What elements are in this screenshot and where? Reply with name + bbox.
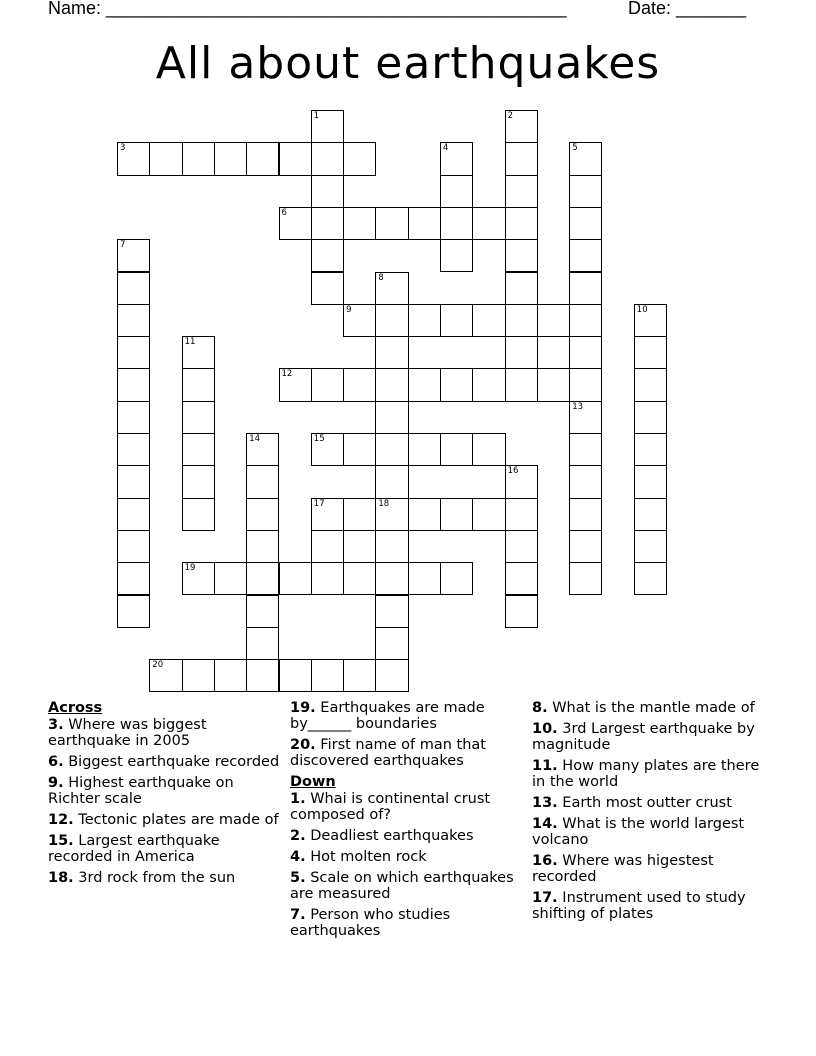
clue-column-2 bbox=[290, 700, 522, 944]
clue-text: Instrument used to study shifting of plates bbox=[532, 890, 746, 922]
grid-cell[interactable] bbox=[569, 272, 602, 305]
grid-cell[interactable] bbox=[246, 659, 279, 692]
clue-across-15 bbox=[48, 833, 280, 865]
clue-text: Deadliest earthquakes bbox=[305, 828, 474, 844]
clue-down-10 bbox=[532, 721, 768, 753]
grid-cell[interactable] bbox=[375, 627, 408, 660]
clue-number: 12. bbox=[48, 812, 74, 828]
grid-cell[interactable] bbox=[634, 368, 667, 401]
grid-cell[interactable] bbox=[569, 433, 602, 466]
grid-cell[interactable] bbox=[505, 498, 538, 531]
clue-text: Whai is continental crust composed of? bbox=[290, 791, 491, 823]
clue-number: 4. bbox=[290, 849, 306, 865]
grid-cell[interactable] bbox=[182, 401, 215, 434]
grid-cell[interactable] bbox=[149, 659, 182, 692]
grid-cell[interactable] bbox=[117, 304, 150, 337]
clue-number: 15. bbox=[48, 833, 74, 849]
clue-down-13 bbox=[532, 795, 768, 811]
grid-cell[interactable] bbox=[311, 433, 344, 466]
grid-cell[interactable] bbox=[279, 207, 312, 240]
grid-cell[interactable] bbox=[440, 433, 473, 466]
grid-clue-number: 5 bbox=[572, 143, 578, 154]
grid-cell[interactable] bbox=[375, 401, 408, 434]
grid-cell[interactable] bbox=[505, 142, 538, 175]
grid-cell[interactable] bbox=[375, 207, 408, 240]
clue-text: Highest earthquake on Richter scale bbox=[48, 775, 234, 807]
grid-cell[interactable] bbox=[505, 465, 538, 498]
grid-cell[interactable] bbox=[311, 562, 344, 595]
clue-text: Largest earthquake recorded in America bbox=[48, 833, 220, 865]
clue-down-8 bbox=[532, 700, 768, 716]
grid-clue-number: 14 bbox=[249, 434, 261, 444]
grid-cell[interactable] bbox=[634, 304, 667, 337]
grid-clue-number: 6 bbox=[281, 207, 287, 218]
grid-cell[interactable] bbox=[408, 304, 441, 337]
clue-number: 7. bbox=[290, 907, 306, 923]
clue-text: 3rd rock from the sun bbox=[73, 870, 236, 886]
grid-cell[interactable] bbox=[182, 562, 215, 595]
date-field-label: Date: _______ bbox=[628, 0, 747, 18]
grid-cell[interactable] bbox=[117, 336, 150, 369]
grid-clue-number: 12 bbox=[281, 369, 293, 380]
grid-clue-number: 1 bbox=[313, 111, 320, 121]
grid-cell[interactable] bbox=[214, 142, 247, 175]
grid-cell[interactable] bbox=[505, 272, 538, 305]
grid-cell[interactable] bbox=[440, 368, 473, 401]
grid-cell[interactable] bbox=[569, 401, 602, 434]
grid-clue-number: 2 bbox=[507, 111, 514, 121]
grid-cell[interactable] bbox=[440, 239, 473, 272]
grid-cell[interactable] bbox=[569, 175, 602, 208]
grid-cell[interactable] bbox=[375, 465, 408, 498]
clue-across-12 bbox=[48, 812, 280, 828]
grid-cell[interactable] bbox=[569, 239, 602, 272]
grid-clue-number: 17 bbox=[313, 498, 325, 509]
grid-cell[interactable] bbox=[279, 142, 312, 175]
grid-cell[interactable] bbox=[182, 659, 215, 692]
grid-cell[interactable] bbox=[472, 368, 505, 401]
grid-cell[interactable] bbox=[505, 562, 538, 595]
grid-cell[interactable] bbox=[569, 368, 602, 401]
grid-cell[interactable] bbox=[343, 207, 376, 240]
grid-cell[interactable] bbox=[117, 239, 150, 272]
grid-cell[interactable] bbox=[472, 433, 505, 466]
grid-cell[interactable] bbox=[311, 207, 344, 240]
clue-down-11 bbox=[532, 758, 768, 790]
grid-cell[interactable] bbox=[343, 498, 376, 531]
grid-cell[interactable] bbox=[246, 562, 279, 595]
grid-cell[interactable] bbox=[505, 110, 538, 143]
clue-number: 5. bbox=[290, 870, 306, 886]
grid-cell[interactable] bbox=[279, 368, 312, 401]
grid-cell[interactable] bbox=[279, 562, 312, 595]
grid-cell[interactable] bbox=[375, 498, 408, 531]
clue-down-1 bbox=[290, 791, 522, 823]
grid-clue-number: 16 bbox=[507, 466, 519, 477]
grid-clue-number: 8 bbox=[378, 272, 384, 283]
grid-clue-number: 20 bbox=[152, 660, 164, 671]
grid-cell[interactable] bbox=[634, 465, 667, 498]
grid-cell[interactable] bbox=[149, 142, 182, 175]
grid-cell[interactable] bbox=[634, 562, 667, 595]
grid-cell[interactable] bbox=[311, 272, 344, 305]
grid-cell[interactable] bbox=[343, 433, 376, 466]
grid-cell[interactable] bbox=[505, 304, 538, 337]
clue-number: 14. bbox=[532, 816, 558, 832]
clue-down-14 bbox=[532, 816, 768, 848]
clue-down-7 bbox=[290, 907, 522, 939]
clue-text: Scale on which earthquakes are measured bbox=[290, 870, 514, 902]
clue-down-17 bbox=[532, 890, 768, 922]
clue-number: 6. bbox=[48, 754, 64, 770]
grid-cell[interactable] bbox=[214, 659, 247, 692]
grid-cell[interactable] bbox=[408, 562, 441, 595]
clue-text: Tectonic plates are made of bbox=[73, 812, 279, 828]
grid-clue-number: 19 bbox=[184, 563, 196, 574]
grid-cell[interactable] bbox=[343, 142, 376, 175]
grid-cell[interactable] bbox=[408, 368, 441, 401]
grid-cell[interactable] bbox=[182, 368, 215, 401]
clue-number: 20. bbox=[290, 737, 316, 753]
grid-clue-number: 4 bbox=[443, 143, 449, 154]
clue-number: 9. bbox=[48, 775, 64, 791]
grid-cell[interactable] bbox=[569, 207, 602, 240]
grid-clue-number: 11 bbox=[184, 337, 196, 348]
grid-cell[interactable] bbox=[634, 530, 667, 563]
grid-cell[interactable] bbox=[569, 530, 602, 563]
clue-across-20 bbox=[290, 737, 522, 769]
clue-number: 16. bbox=[532, 853, 558, 869]
grid-cell[interactable] bbox=[246, 498, 279, 531]
grid-cell[interactable] bbox=[117, 498, 150, 531]
grid-cell[interactable] bbox=[537, 304, 570, 337]
grid-cell[interactable] bbox=[311, 659, 344, 692]
grid-cell[interactable] bbox=[375, 659, 408, 692]
grid-cell[interactable] bbox=[408, 433, 441, 466]
clue-text: Where was higestest recorded bbox=[532, 853, 714, 885]
grid-cell[interactable] bbox=[182, 336, 215, 369]
grid-cell[interactable] bbox=[246, 627, 279, 660]
grid-cell[interactable] bbox=[182, 433, 215, 466]
grid-cell[interactable] bbox=[375, 595, 408, 628]
name-field-label: Name: ______________________________________________ bbox=[48, 0, 567, 18]
grid-cell[interactable] bbox=[505, 207, 538, 240]
grid-cell[interactable] bbox=[505, 239, 538, 272]
grid-cell[interactable] bbox=[117, 433, 150, 466]
clue-number: 2. bbox=[290, 828, 306, 844]
clue-text: Biggest earthquake recorded bbox=[63, 754, 280, 770]
grid-cell[interactable] bbox=[569, 498, 602, 531]
grid-cell[interactable] bbox=[472, 498, 505, 531]
grid-cell[interactable] bbox=[246, 530, 279, 563]
grid-cell[interactable] bbox=[117, 530, 150, 563]
clue-number: 17. bbox=[532, 890, 558, 906]
down-heading: Down bbox=[290, 774, 336, 790]
grid-cell[interactable] bbox=[472, 207, 505, 240]
grid-cell[interactable] bbox=[117, 562, 150, 595]
grid-cell[interactable] bbox=[311, 175, 344, 208]
clue-down-5 bbox=[290, 870, 522, 902]
clue-text: First name of man that discovered earthquakes bbox=[290, 737, 486, 769]
grid-cell[interactable] bbox=[343, 304, 376, 337]
grid-cell[interactable] bbox=[440, 142, 473, 175]
clue-down-16 bbox=[532, 853, 768, 885]
grid-cell[interactable] bbox=[246, 465, 279, 498]
grid-clue-number: 13 bbox=[572, 401, 584, 412]
grid-cell[interactable] bbox=[569, 142, 602, 175]
clue-number: 10. bbox=[532, 721, 558, 737]
grid-cell[interactable] bbox=[375, 304, 408, 337]
grid-cell[interactable] bbox=[182, 142, 215, 175]
grid-cell[interactable] bbox=[343, 659, 376, 692]
grid-cell[interactable] bbox=[505, 595, 538, 628]
clue-number: 8. bbox=[532, 700, 548, 716]
grid-cell[interactable] bbox=[440, 304, 473, 337]
clue-number: 1. bbox=[290, 791, 306, 807]
grid-cell[interactable] bbox=[117, 368, 150, 401]
grid-cell[interactable] bbox=[440, 207, 473, 240]
grid-cell[interactable] bbox=[505, 175, 538, 208]
grid-cell[interactable] bbox=[472, 304, 505, 337]
clue-text: Earthquakes are made by______ boundaries bbox=[290, 700, 485, 732]
clue-text: 3rd Largest earthquake by magnitude bbox=[532, 721, 755, 753]
clue-column-1 bbox=[48, 700, 280, 891]
grid-cell[interactable] bbox=[117, 465, 150, 498]
grid-cell[interactable] bbox=[182, 498, 215, 531]
grid-cell[interactable] bbox=[375, 336, 408, 369]
clue-down-2 bbox=[290, 828, 522, 844]
grid-cell[interactable] bbox=[569, 304, 602, 337]
grid-cell[interactable] bbox=[311, 498, 344, 531]
grid-cell[interactable] bbox=[375, 272, 408, 305]
clue-across-9 bbox=[48, 775, 280, 807]
grid-cell[interactable] bbox=[440, 175, 473, 208]
grid-cell[interactable] bbox=[279, 659, 312, 692]
clue-text: What is the world largest volcano bbox=[532, 816, 745, 848]
grid-cell[interactable] bbox=[634, 401, 667, 434]
grid-cell[interactable] bbox=[117, 272, 150, 305]
grid-cell[interactable] bbox=[246, 433, 279, 466]
grid-cell[interactable] bbox=[408, 498, 441, 531]
grid-clue-number: 9 bbox=[346, 304, 352, 315]
grid-cell[interactable] bbox=[440, 562, 473, 595]
grid-cell[interactable] bbox=[246, 142, 279, 175]
grid-cell[interactable] bbox=[311, 110, 344, 143]
grid-cell[interactable] bbox=[311, 142, 344, 175]
clue-number: 18. bbox=[48, 870, 74, 886]
clue-across-19 bbox=[290, 700, 522, 732]
grid-cell[interactable] bbox=[634, 433, 667, 466]
grid-clue-number: 10 bbox=[636, 304, 648, 315]
clue-number: 19. bbox=[290, 700, 316, 716]
clue-number: 11. bbox=[532, 758, 558, 774]
grid-cell[interactable] bbox=[505, 368, 538, 401]
grid-cell[interactable] bbox=[214, 562, 247, 595]
grid-clue-number: 15 bbox=[313, 434, 325, 444]
grid-clue-number: 3 bbox=[120, 143, 126, 154]
grid-cell[interactable] bbox=[408, 207, 441, 240]
grid-cell[interactable] bbox=[311, 368, 344, 401]
grid-cell[interactable] bbox=[117, 401, 150, 434]
clue-text: Hot molten rock bbox=[305, 849, 427, 865]
grid-cell[interactable] bbox=[505, 336, 538, 369]
clue-number: 13. bbox=[532, 795, 558, 811]
clue-column-3 bbox=[532, 700, 768, 927]
grid-clue-number: 18 bbox=[378, 498, 390, 509]
grid-cell[interactable] bbox=[375, 530, 408, 563]
grid-cell[interactable] bbox=[343, 368, 376, 401]
clue-text: Where was biggest earthquake in 2005 bbox=[48, 717, 207, 749]
page-title: All about earthquakes bbox=[155, 38, 661, 89]
clue-text: What is the mantle made of bbox=[547, 700, 755, 716]
grid-cell[interactable] bbox=[375, 368, 408, 401]
grid-cell[interactable] bbox=[182, 465, 215, 498]
grid-cell[interactable] bbox=[537, 368, 570, 401]
grid-cell[interactable] bbox=[569, 336, 602, 369]
grid-clue-number: 7 bbox=[120, 240, 126, 251]
clue-number: 3. bbox=[48, 717, 64, 733]
grid-cell[interactable] bbox=[634, 498, 667, 531]
across-heading: Across bbox=[48, 700, 103, 716]
grid-cell[interactable] bbox=[569, 465, 602, 498]
grid-cell[interactable] bbox=[117, 142, 150, 175]
clue-across-6 bbox=[48, 754, 280, 770]
clue-across-18 bbox=[48, 870, 280, 886]
clue-across-3 bbox=[48, 717, 280, 749]
grid-cell[interactable] bbox=[375, 562, 408, 595]
clue-text: Person who studies earthquakes bbox=[290, 907, 451, 939]
grid-cell[interactable] bbox=[440, 498, 473, 531]
grid-cell[interactable] bbox=[375, 433, 408, 466]
grid-cell[interactable] bbox=[117, 595, 150, 628]
grid-cell[interactable] bbox=[634, 336, 667, 369]
clue-text: Earth most outter crust bbox=[557, 795, 732, 811]
grid-cell[interactable] bbox=[311, 239, 344, 272]
grid-cell[interactable] bbox=[569, 562, 602, 595]
grid-cell[interactable] bbox=[246, 595, 279, 628]
grid-cell[interactable] bbox=[311, 530, 344, 563]
clue-down-4 bbox=[290, 849, 522, 865]
grid-cell[interactable] bbox=[505, 530, 538, 563]
clue-text: How many plates are there in the world bbox=[532, 758, 760, 790]
grid-cell[interactable] bbox=[343, 562, 376, 595]
